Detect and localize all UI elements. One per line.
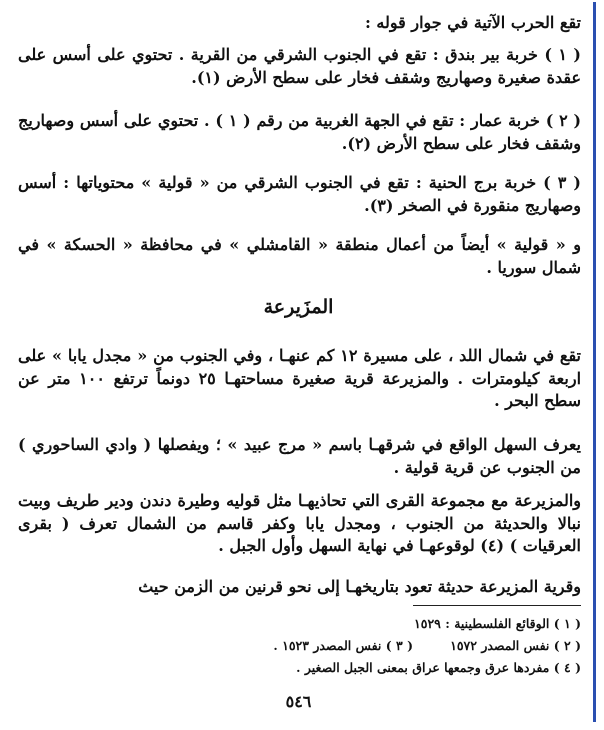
footnote-2: ( ٢ ) نفس المصدر ١٥٧٢	[450, 638, 581, 653]
paragraph-plain: يعرف السهل الواقع في شرقهـا باسم « مرج عبيد » ؛ ويفصلها ( وادي الساحوري ) من الجنوب عن قرية قولية .	[18, 435, 581, 477]
footnote-divider	[413, 605, 581, 606]
footnote-4: ( ٤ ) مفردها عرق وجمعها عراق بمعنى الجبل الصغير .	[296, 660, 581, 675]
document-page	[4, 2, 596, 722]
paragraph-khirbet-burj-al-haniya: ( ٣ ) خربة برج الحنية : تقع في الجنوب الشرقي من « قولية » محتوياتها : أسس وصهاريج منقورة في الصخر (٣).	[18, 173, 582, 215]
paragraph-khirbet-bir-bunduq: ( ١ ) خربة بير بندق : تقع في الجنوب الشرقي من القرية . تحتوي على أسس على عقدة صغيرة وصهاريج وشقف فخار على سطح الأرض (١).	[18, 45, 581, 87]
paragraph-intro: تقع الحرب الآتية في جوار قوله :	[364, 13, 581, 32]
page-number: ٥٤٦	[285, 692, 312, 711]
footnote-1: ( ١ ) الوقائع الفلسطينية : ١٥٢٩	[414, 616, 581, 631]
paragraph-qawliya-qamishli: و « قولية » أيضاً من أعمال منطقة « القامشلي » في محافظة « الحسكة » في شمال سوريا .	[18, 235, 581, 277]
paragraph-history: وقرية المزيرعة حديثة تعود بتاريخهـا إلى نحو قرنين من الزمن حيث	[138, 577, 581, 596]
paragraph-location: تقع في شمال اللد ، على مسيرة ١٢ كم عنهـا ، وفي الجنوب من « مجدل يابا » على اربعة كيلومترات . والمزيرعة قرية صغيرة مساحتهـا ٢٥ دونماً ترتفع ١٠٠ متر عن سطح البحر .	[18, 346, 582, 410]
paragraph-khirbet-ammar: ( ٢ ) خربة عمار : تقع في الجهة الغربية من رقم ( ١ ) . تحتوي على أسس وصهاريج وشقف فخار على سطح الأرض (٢).	[18, 111, 582, 153]
paragraph-villages: والمزيرعة مع مجموعة القرى التي تحاذيهـا مثل قوليه وطيرة دندن ودير طريف وبيت نبالا والحديثة من الجنوب ، ومجدل يابا وكفر قاسم من الشمال تعرف ( بقرى العرقيات ) (٤) لوقوعهـا في نهاية السهل وأول الجبل .	[18, 491, 581, 555]
section-heading: المزَيرعة	[263, 296, 334, 318]
footnote-3: ( ٣ ) نفس المصدر ١٥٢٣ .	[273, 638, 413, 653]
